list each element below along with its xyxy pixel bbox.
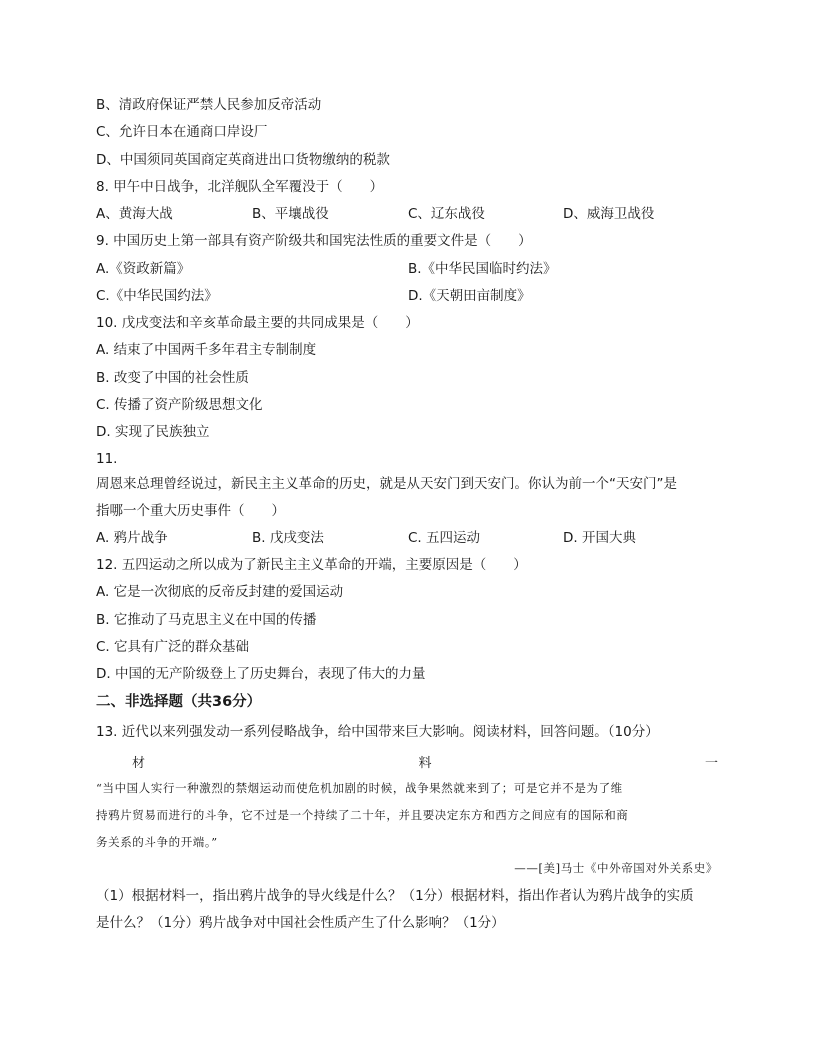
material-label-char: 料 — [418, 756, 432, 771]
quote-source: ——[美]马士《中外帝国对外关系史》 — [514, 861, 718, 875]
q11-stem-line2: 指哪一个重大历史事件（ ） — [96, 503, 285, 519]
q8-option-a: A、黄海大战 — [96, 206, 173, 222]
q13-sub1-line1: （1）根据材料一，指出鸦片战争的导火线是什么？（1分）根据材料，指出作者认为鸦片战争的实质 — [96, 888, 694, 904]
q8-option-c: C、辽东战役 — [408, 206, 485, 222]
q13-stem: 13. 近代以来列强发动一系列侵略战争，给中国带来巨大影响。阅读材料，回答问题。（10分） — [96, 724, 659, 740]
quote-line: 务关系的斗争的开端。” — [96, 835, 218, 849]
q12-option-c: C. 它具有广泛的群众基础 — [96, 639, 250, 655]
q7-option-d: D、中国须同英国商定英商进出口货物缴纳的税款 — [96, 152, 390, 168]
q11-option-b: B. 戊戌变法 — [252, 530, 324, 546]
q10-option-b: B. 改变了中国的社会性质 — [96, 370, 249, 386]
q12-option-b: B. 它推动了马克思主义在中国的传播 — [96, 612, 317, 628]
q12-option-d: D. 中国的无产阶级登上了历史舞台，表现了伟大的力量 — [96, 666, 426, 682]
quote-line: 持鸦片贸易而进行的斗争，它不过是一个持续了二十年，并且要决定东方和西方之间应有的国际和商 — [96, 808, 629, 822]
q10-option-a: A. 结束了中国两千多年君主专制制度 — [96, 342, 317, 358]
material-label-char: 材 — [132, 756, 146, 771]
material-label — [96, 752, 718, 771]
q13-sub1-line2: 是什么？（1分）鸦片战争对中国社会性质产生了什么影响？（1分） — [96, 915, 505, 931]
q7-option-b: B、清政府保证严禁人民参加反帝活动 — [96, 97, 322, 113]
q8-stem: 8. 甲午中日战争，北洋舰队全军覆没于（ ） — [96, 179, 384, 195]
q12-option-a: A. 它是一次彻底的反帝反封建的爱国运动 — [96, 584, 344, 600]
q7-option-c: C、允许日本在通商口岸设厂 — [96, 124, 268, 140]
q9-option-a: A.《资政新篇》 — [96, 261, 191, 277]
q12-stem: 12. 五四运动之所以成为了新民主主义革命的开端，主要原因是（ ） — [96, 557, 527, 573]
q10-option-c: C. 传播了资产阶级思想文化 — [96, 397, 263, 413]
q11-stem-line1: 周恩来总理曾经说过，新民主主义革命的历史，就是从天安门到天安门。你认为前一个“天安门”是 — [96, 476, 677, 492]
q9-option-c: C.《中华民国约法》 — [96, 288, 218, 304]
q9-option-b: B.《中华民国临时约法》 — [408, 261, 557, 277]
q11-number: 11. — [96, 451, 118, 467]
material-label-char: 一 — [704, 756, 718, 771]
q10-option-d: D. 实现了民族独立 — [96, 424, 210, 440]
q11-option-d: D. 开国大典 — [563, 530, 636, 546]
q10-stem: 10. 戊戌变法和辛亥革命最主要的共同成果是（ ） — [96, 315, 419, 331]
q11-option-c: C. 五四运动 — [408, 530, 481, 546]
q8-option-d: D、威海卫战役 — [563, 206, 655, 222]
quote-line: “当中国人实行一种激烈的禁烟运动而使危机加剧的时候，战争果然就来到了；可是它并不是为了维 — [96, 781, 623, 795]
q9-option-d: D.《天朝田亩制度》 — [408, 288, 531, 304]
q8-option-b: B、平壤战役 — [252, 206, 329, 222]
section-heading: 二、非选择题（共36分） — [96, 694, 262, 710]
q11-option-a: A. 鸦片战争 — [96, 530, 168, 546]
q9-stem: 9. 中国历史上第一部具有资产阶级共和国宪法性质的重要文件是（ ） — [96, 233, 532, 249]
